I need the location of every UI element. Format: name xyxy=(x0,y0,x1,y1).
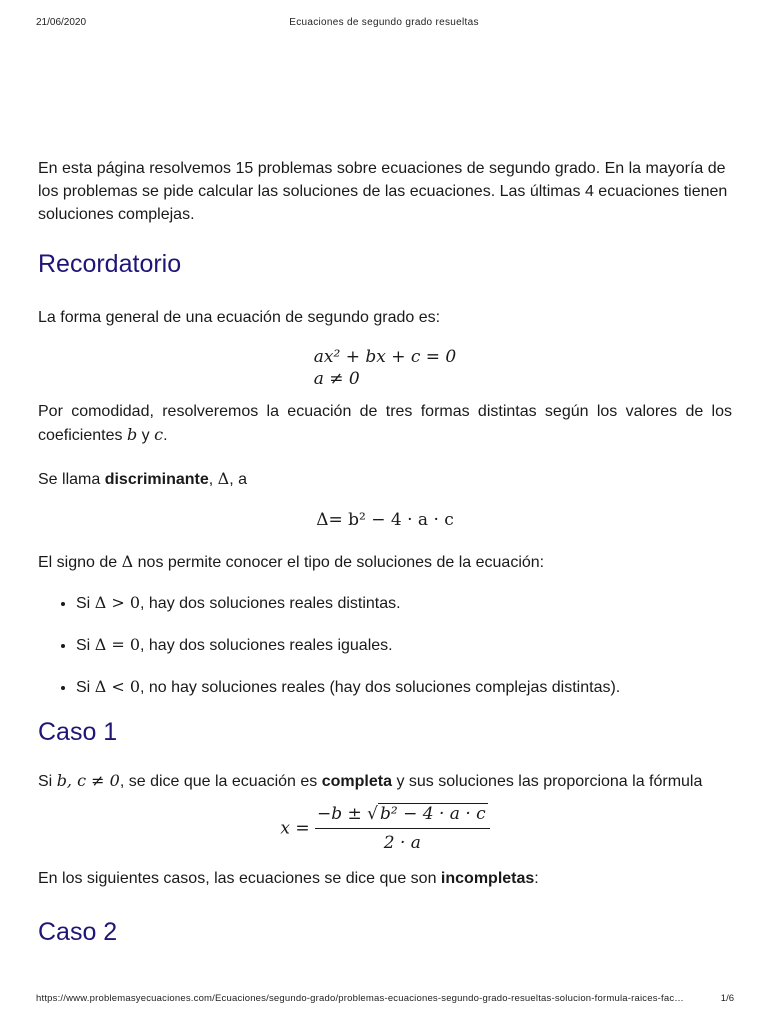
caso1-condition: b, c ≠ 0 xyxy=(56,771,120,790)
bullet-si: Si xyxy=(76,679,91,696)
formula-num-pre: −b ± xyxy=(316,804,362,824)
incompletas-paragraph xyxy=(38,867,732,890)
bullet-condition: Δ > 0 xyxy=(94,593,140,612)
comodidad-text: Por comodidad, resolveremos la ecuación de tres formas distintas según los valores de los coeficientes xyxy=(38,403,732,444)
intro-paragraph: En esta página resolvemos 15 problemas sobre ecuaciones de segundo grado. En la mayoría de los problemas se pide calcular las soluciones de las ecuaciones. Las últimas 4 ecuaciones tienen soluciones complejas. xyxy=(38,160,728,223)
discriminant-formula: Δ= b² − 4 · a · c xyxy=(316,510,454,530)
page-header xyxy=(0,17,768,31)
incomp-term: incompletas xyxy=(440,870,535,887)
equation-line-2: a ≠ 0 xyxy=(313,369,360,389)
print-date: 21/06/2020 xyxy=(36,17,87,28)
formula-fraction xyxy=(315,803,490,855)
general-equation xyxy=(38,346,732,390)
discr-post: , a xyxy=(229,471,247,488)
bullet-condition: Δ = 0 xyxy=(94,635,140,654)
discr-pre: Se llama xyxy=(38,471,101,488)
caso1-pre: Si xyxy=(38,773,53,790)
page-content xyxy=(38,157,732,947)
list-item xyxy=(76,675,732,699)
list-item xyxy=(76,633,732,657)
discr-symbol: Δ xyxy=(217,469,230,488)
bullet-condition: Δ < 0 xyxy=(94,677,140,696)
general-form-text: La forma general de una ecuación de segundo grado es: xyxy=(38,309,441,326)
signo-symbol: Δ xyxy=(121,552,134,571)
signo-pre: El signo de xyxy=(38,554,118,571)
formula-numerator: −b ± √ b² − 4 · a · c xyxy=(315,803,490,829)
coef-b: b xyxy=(126,425,138,444)
document-title: Ecuaciones de segundo grado resueltas xyxy=(289,17,479,28)
caso1-term: completa xyxy=(321,773,392,790)
comodidad-end: . xyxy=(163,427,168,444)
formula-sqrt: b² − 4 · a · c xyxy=(380,804,486,824)
bullet-si: Si xyxy=(76,637,91,654)
formula-denominator: 2 · a xyxy=(383,833,421,853)
incomp-pre: En los siguientes casos, las ecuaciones se dice que son xyxy=(38,870,437,887)
caso1-mid: , se dice que la ecuación es xyxy=(119,773,318,790)
source-url[interactable]: https://www.problemasyecuaciones.com/Ecuaciones/segundo-grado/problemas-ecuaciones-segundo-grado-resueltas-solucion-formula-raices-fac… xyxy=(36,993,684,1004)
heading-recordatorio: Recordatorio xyxy=(38,250,182,278)
incomp-post: : xyxy=(534,870,539,887)
caso1-post: y sus soluciones las proporciona la fórmula xyxy=(396,773,703,790)
coef-c: c xyxy=(154,425,164,444)
bullet-si: Si xyxy=(76,595,91,612)
heading-caso-2: Caso 2 xyxy=(38,918,118,946)
signo-paragraph xyxy=(38,550,732,574)
discr-term: discriminante xyxy=(104,471,209,488)
list-item xyxy=(76,591,732,615)
quadratic-formula xyxy=(38,803,732,855)
bullet-text: , hay dos soluciones reales iguales. xyxy=(140,637,393,654)
discriminante-paragraph: Se llama discriminante, Δ, a xyxy=(38,469,247,488)
bullet-text: , no hay soluciones reales (hay dos soluciones complejas distintas). xyxy=(140,679,621,696)
equation-line-1: ax² + bx + c = 0 xyxy=(313,347,457,367)
comodidad-paragraph xyxy=(38,400,732,447)
page-footer xyxy=(0,993,768,1007)
coef-y: y xyxy=(141,427,150,444)
bullet-text: , hay dos soluciones reales distintas. xyxy=(140,595,401,612)
signo-post: nos permite conocer el tipo de soluciones de la ecuación: xyxy=(137,554,545,571)
formula-lhs: x = xyxy=(280,818,310,839)
heading-caso-1: Caso 1 xyxy=(38,718,118,746)
caso1-paragraph xyxy=(38,769,732,793)
discriminant-cases-list xyxy=(38,591,732,699)
page-number: 1/6 xyxy=(720,993,734,1004)
